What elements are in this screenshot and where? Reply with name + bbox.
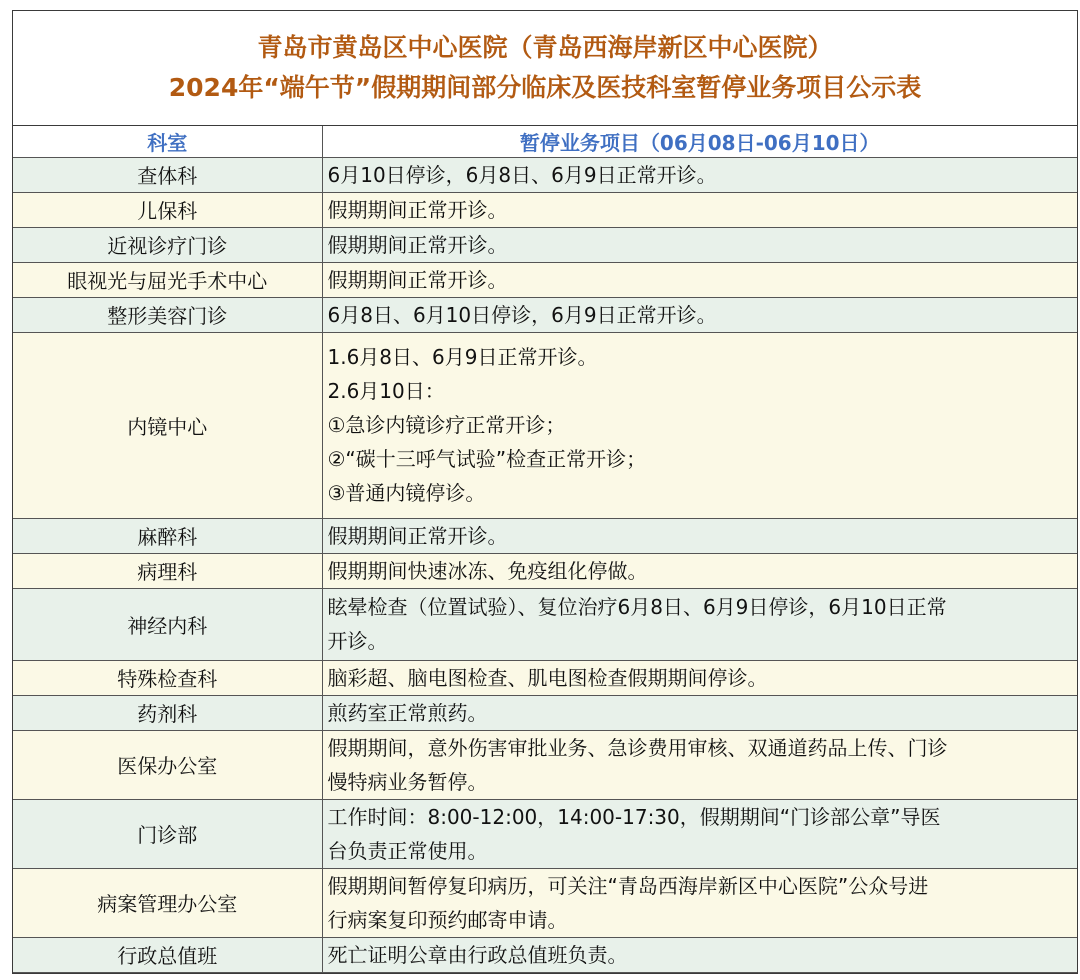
table-body <box>13 157 1077 972</box>
dept-cell: 行政总值班 <box>13 937 322 972</box>
dept-cell: 医保办公室 <box>13 730 322 799</box>
detail-cell <box>322 192 1077 227</box>
detail-cell <box>322 730 1077 799</box>
dept-cell: 病理科 <box>13 553 322 588</box>
table-row <box>13 799 1077 868</box>
title-line-2: 2024年“端午节”假期期间部分临床及医技科室暂停业务项目公示表 <box>168 73 922 102</box>
title-line-1: 青岛市黄岛区中心医院（青岛西海岸新区中心医院） <box>257 33 833 62</box>
table-row <box>13 227 1077 262</box>
detail-line: 行病案复印预约邮寄申请。 <box>327 907 568 932</box>
table-row <box>13 192 1077 227</box>
suspension-table <box>13 126 1077 973</box>
dept-cell: 特殊检查科 <box>13 660 322 695</box>
detail-line: 假期期间正常开诊。 <box>327 197 508 222</box>
table-row <box>13 868 1077 937</box>
dept-cell: 内镜中心 <box>13 332 322 518</box>
detail-line: 假期期间正常开诊。 <box>327 523 508 548</box>
detail-line: 6月8日、6月10日停诊，6月9日正常开诊。 <box>327 302 717 327</box>
dept-cell: 药剂科 <box>13 695 322 730</box>
detail-line: 工作时间：8:00-12:00，14:00-17:30，假期期间“门诊部公章”导医 <box>327 804 941 829</box>
dept-cell: 查体科 <box>13 157 322 192</box>
dept-cell: 麻醉科 <box>13 518 322 553</box>
detail-line: 1.6月8日、6月9日正常开诊。 <box>327 345 598 369</box>
detail-line: 6月10日停诊，6月8日、6月9日正常开诊。 <box>327 162 717 187</box>
detail-cell <box>322 588 1077 660</box>
detail-cell <box>322 227 1077 262</box>
detail-line: 2.6月10日： <box>327 379 445 403</box>
table-row <box>13 937 1077 972</box>
table-row <box>13 660 1077 695</box>
header-dept: 科室 <box>13 126 322 157</box>
detail-cell <box>322 799 1077 868</box>
detail-line: 假期期间正常开诊。 <box>327 232 508 257</box>
header-row <box>13 126 1077 157</box>
title-block <box>13 11 1077 126</box>
detail-cell <box>322 262 1077 297</box>
detail-line: 假期期间正常开诊。 <box>327 267 508 292</box>
detail-cell <box>322 157 1077 192</box>
detail-cell <box>322 332 1077 518</box>
dept-cell: 儿保科 <box>13 192 322 227</box>
detail-line: ③普通内镜停诊。 <box>327 481 486 505</box>
dept-cell: 神经内科 <box>13 588 322 660</box>
dept-cell: 近视诊疗门诊 <box>13 227 322 262</box>
dept-cell: 门诊部 <box>13 799 322 868</box>
table-row <box>13 332 1077 518</box>
detail-line: 假期期间快速冰冻、免疫组化停做。 <box>327 558 648 583</box>
detail-cell <box>322 297 1077 332</box>
detail-line: 假期期间暂停复印病历，可关注“青岛西海岸新区中心医院”公众号进 <box>327 873 929 898</box>
detail-line: 煎药室正常煎药。 <box>327 700 488 725</box>
dept-cell: 眼视光与屈光手术中心 <box>13 262 322 297</box>
detail-line: 开诊。 <box>327 629 388 653</box>
detail-cell <box>322 868 1077 937</box>
header-items: 暂停业务项目（06月08日-06月10日） <box>322 126 1077 157</box>
detail-cell <box>322 660 1077 695</box>
dept-cell: 整形美容门诊 <box>13 297 322 332</box>
table-row <box>13 695 1077 730</box>
detail-line: 眩晕检查（位置试验）、复位治疗6月8日、6月9日停诊，6月10日正常 <box>327 595 947 619</box>
detail-cell <box>322 695 1077 730</box>
detail-cell <box>322 553 1077 588</box>
notice-sheet <box>12 10 1078 974</box>
detail-line: ②“碳十三呼气试验”检查正常开诊； <box>327 447 647 471</box>
table-row <box>13 730 1077 799</box>
table-row <box>13 297 1077 332</box>
detail-line: 假期期间，意外伤害审批业务、急诊费用审核、双通道药品上传、门诊 <box>327 735 948 760</box>
dept-cell: 病案管理办公室 <box>13 868 322 937</box>
table-row <box>13 518 1077 553</box>
detail-line: 慢特病业务暂停。 <box>327 769 488 794</box>
table-row <box>13 157 1077 192</box>
table-row <box>13 553 1077 588</box>
detail-line: 死亡证明公章由行政总值班负责。 <box>327 942 628 967</box>
detail-cell <box>322 937 1077 972</box>
table-row <box>13 262 1077 297</box>
detail-cell <box>322 518 1077 553</box>
detail-line: ①急诊内镜诊疗正常开诊； <box>327 413 566 437</box>
detail-line: 台负责正常使用。 <box>327 838 488 863</box>
detail-line: 脑彩超、脑电图检查、肌电图检查假期期间停诊。 <box>327 665 768 690</box>
table-row <box>13 588 1077 660</box>
